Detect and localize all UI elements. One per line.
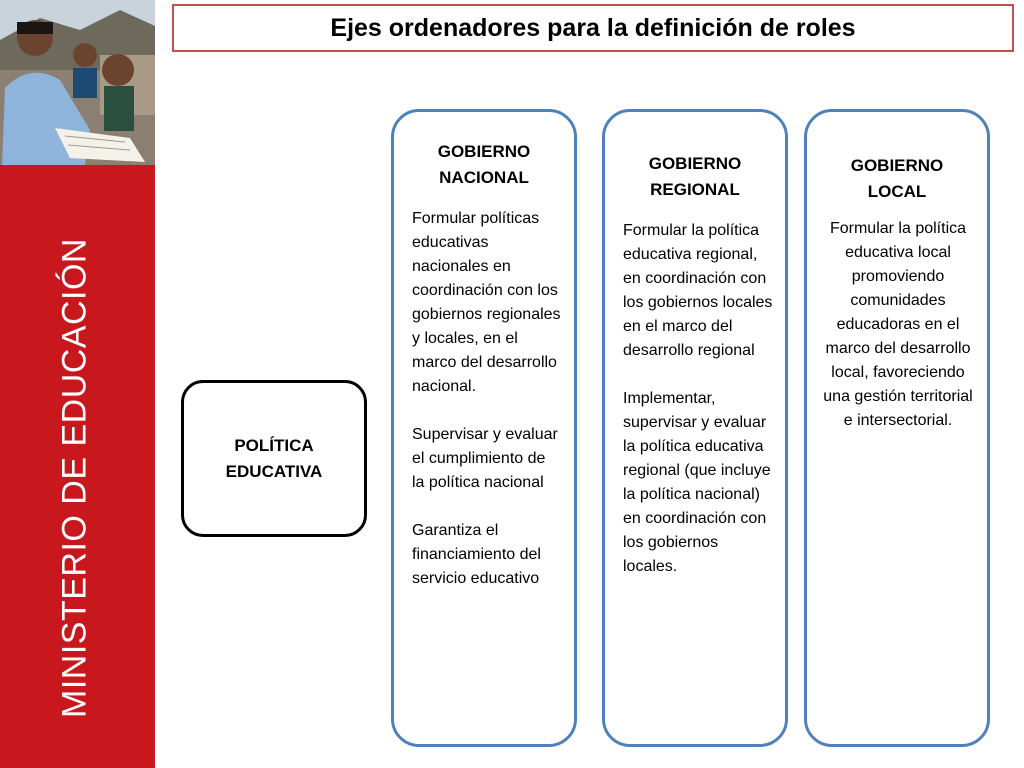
gobierno-local-box — [804, 109, 990, 747]
gobierno-nacional-box — [391, 109, 577, 747]
gobierno-regional-header — [605, 151, 785, 203]
paragraph: Garantiza el financiamiento del servicio educativo — [412, 522, 541, 587]
header-photo — [0, 0, 155, 165]
sidebar — [0, 0, 155, 768]
politica-line-1: POLÍTICA — [234, 435, 314, 455]
header-line-1: GOBIERNO — [437, 142, 531, 161]
header-line-2: REGIONAL — [650, 180, 740, 199]
gobierno-regional-box — [602, 109, 788, 747]
gobierno-regional-text — [623, 219, 775, 579]
gobierno-nacional-header — [394, 139, 574, 191]
photo-illustration — [0, 0, 155, 165]
paragraph: Implementar, supervisar y evaluar la política educativa regional (que incluye la política nacional) en coordinación con los gobiernos locales. — [623, 390, 771, 575]
paragraph: Formular políticas educativas nacionales en coordinación con los gobiernos regionales y locales, en el marco del desarrollo nacional. — [412, 210, 561, 395]
header-line-2: NACIONAL — [439, 168, 529, 187]
gobierno-local-text — [821, 217, 975, 433]
paragraph: Supervisar y evaluar el cumplimiento de la política nacional — [412, 426, 558, 491]
header-line-2: LOCAL — [867, 182, 927, 201]
header-line-1: GOBIERNO — [850, 156, 944, 175]
gobierno-local-header — [807, 153, 987, 205]
slide-title: Ejes ordenadores para la definición de roles — [172, 4, 1014, 52]
politica-line-2: EDUCATIVA — [225, 461, 323, 481]
sidebar-title: MINISTERIO DE EDUCACIÓN — [55, 238, 94, 718]
paragraph: Formular la política educativa local promoviendo comunidades educadoras en el marco del desarrollo local, favoreciendo una gestión territorial e intersectorial. — [823, 220, 973, 429]
politica-educativa-box — [181, 380, 367, 537]
header-line-1: GOBIERNO — [648, 154, 742, 173]
paragraph: Formular la política educativa regional, en coordinación con los gobiernos locales en el marco del desarrollo regional — [623, 222, 773, 359]
gobierno-nacional-text — [412, 207, 562, 591]
